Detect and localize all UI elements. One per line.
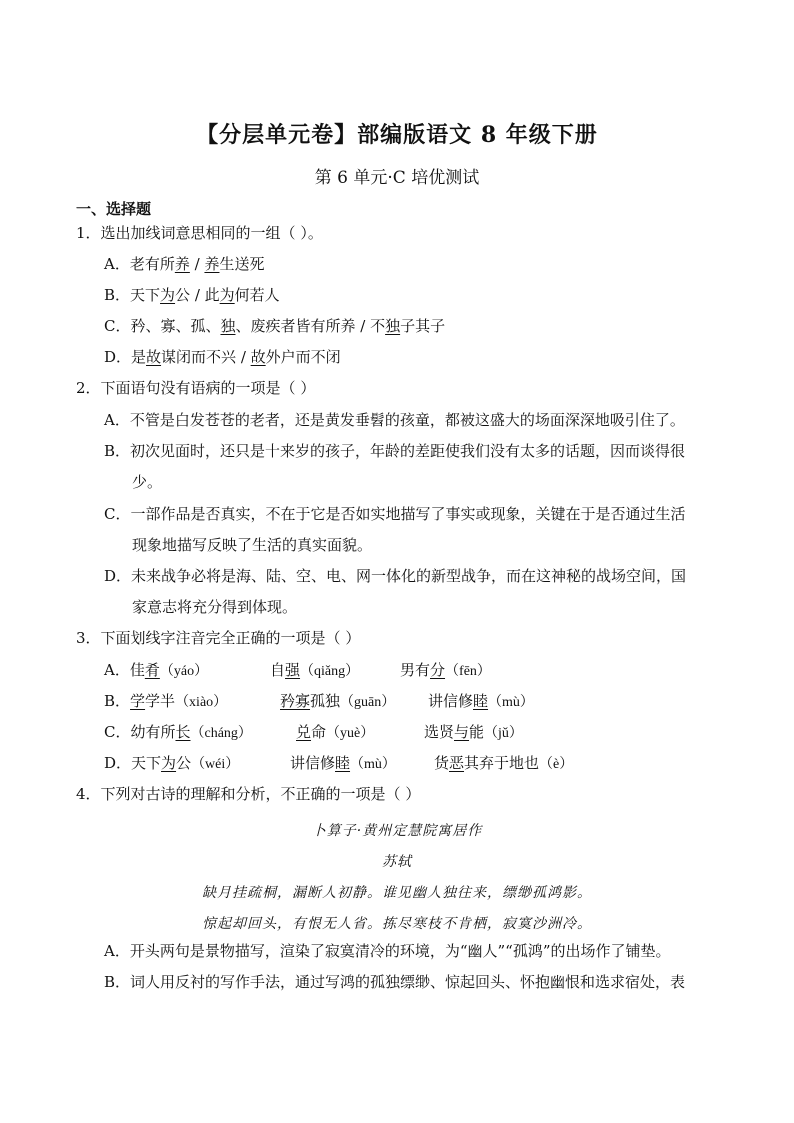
q3-a-item-1: A．佳肴（yáo） [104,661,209,679]
question-3-option-d [104,756,573,772]
question-2-option-c: C．一部作品是否真实，不在于它是否如实地描写了事实或现象，关键在于是否通过生活 [104,505,686,523]
section-heading: 一、选择题 [76,200,152,218]
question-2-option-b-cont: 少。 [132,473,163,491]
question-1-stem: 1．选出加线词意思相同的一组（ ）。 [76,224,323,242]
q3-a-item-2: 自强（qiǎng） [270,661,360,679]
question-2-option-a: A．不管是白发苍苍的老者，还是黄发垂髫的孩童，都被这盛大的场面深深地吸引住了。 [104,411,685,429]
question-2-option-d: D．未来战争必将是海、陆、空、电、网一体化的新型战争，而在这神秘的战场空间，国 [104,567,687,585]
page-subtitle: 第 6 单元·C 培优测试 [314,168,480,188]
poem-title: 卜算子·黄州定慧院寓居作 [311,823,483,839]
q3-b-item-2: 矜寡孤独（guān） [280,692,396,710]
question-2-option-b: B．初次见面时，还只是十来岁的孩子，年龄的差距使我们没有太多的话题，因而谈得很 [104,442,686,460]
question-1-option-b: B．天下为公 / 此为何若人 [104,286,280,304]
question-3-option-a [104,663,491,679]
poem-line-1: 缺月挂疏桐，漏断人初静。谁见幽人独往来，缥缈孤鸿影。 [202,885,592,901]
question-1-option-a: A．老有所养 / 养生送死 [104,255,265,273]
q3-d-item-1: D．天下为公（wéi） [104,754,240,772]
q3-d-item-3: 货恶其弃于地也（è） [434,754,574,772]
q3-a-item-3: 男有分（fēn） [400,661,491,679]
q3-d-item-2: 讲信修睦（mù） [290,754,396,772]
q3-c-item-1: C．幼有所长（cháng） [104,723,252,741]
question-2-option-c-cont: 现象地描写反映了生活的真实面貌。 [132,536,373,554]
question-3-option-c [104,725,523,741]
poem-author: 苏轼 [382,854,412,870]
q3-b-item-3: 讲信修睦（mù） [428,692,534,710]
question-2-option-d-cont: 家意志将充分得到体现。 [132,598,298,616]
q3-c-item-3: 选贤与能（jǔ） [424,723,523,741]
question-1-option-c: C．矜、寡、孤、独、废疾者皆有所养 / 不独子其子 [104,317,446,335]
question-3-option-b [104,694,534,710]
question-4-option-a: A．开头两句是景物描写，渲染了寂寞清冷的环境，为“幽人”“孤鸿”的出场作了铺垫。 [104,942,671,960]
question-2-stem: 2．下面语句没有语病的一项是（ ） [76,379,316,397]
q3-c-item-2: 兑命（yuè） [296,723,375,741]
question-4-option-b: B．词人用反衬的写作手法，通过写鸿的孤独缥缈、惊起回头、怀抱幽恨和选求宿处，表 [104,973,686,991]
question-4-stem: 4．下列对古诗的理解和分析，不正确的一项是（ ） [76,785,421,803]
question-1-option-d: D．是故谋闭而不兴 / 故外户而不闭 [104,348,341,366]
page-title: 【分层单元卷】部编版语文 8 年级下册 [196,122,598,148]
poem-line-2: 惊起却回头，有恨无人省。拣尽寒枝不肯栖，寂寞沙洲冷。 [202,916,592,932]
q3-b-item-1: B．学学半（xiào） [104,692,228,710]
question-3-stem: 3．下面划线字注音完全正确的一项是（ ） [76,629,361,647]
